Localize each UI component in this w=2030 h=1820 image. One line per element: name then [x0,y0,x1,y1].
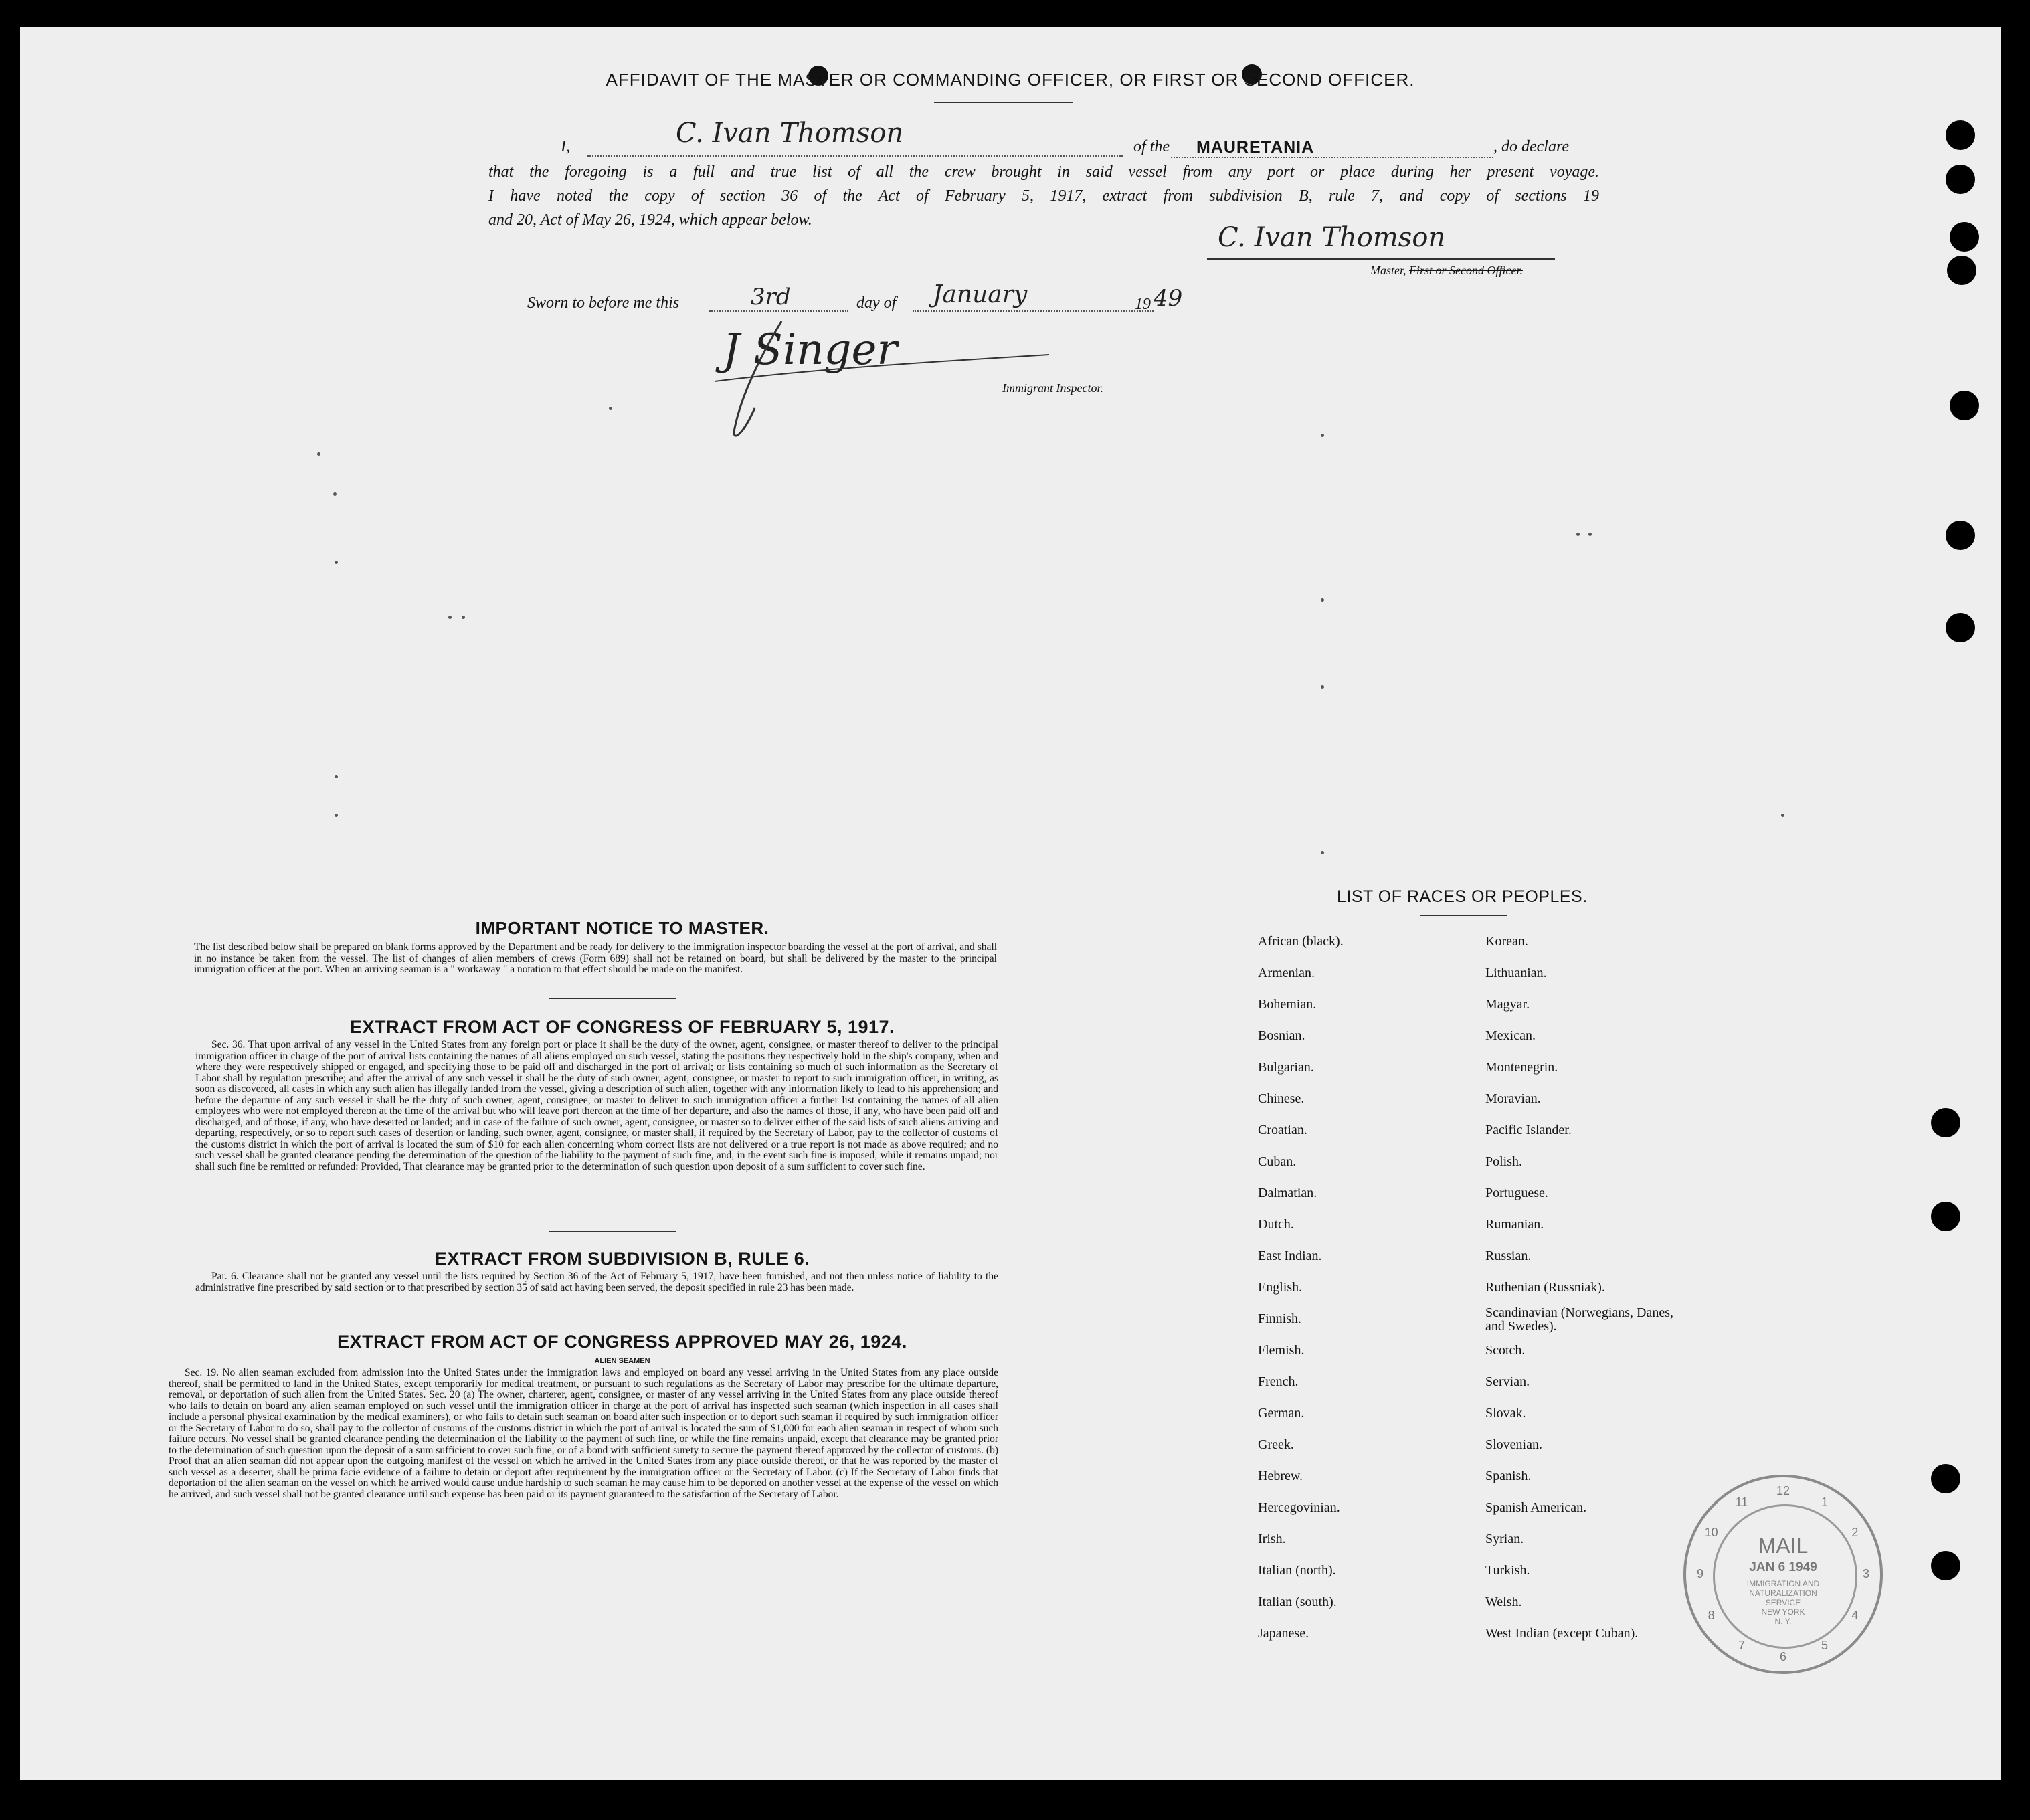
declaration-line-2: that the foregoing is a full and true list of all the crew brought in said vessel from any port or place during her present voyage. [488,163,1599,181]
stamp-line-5: N. Y. [1774,1617,1792,1626]
races-rule [1420,915,1507,916]
race-entry: Servian. [1485,1374,1530,1389]
subdivision-title: EXTRACT FROM SUBDIVISION B, RULE 6. [434,1249,810,1269]
stamp-dial-number: 2 [1851,1526,1859,1539]
paper-speck [1576,533,1580,536]
paper-speck [1588,533,1592,536]
race-entry: Slovak. [1485,1406,1526,1421]
stamp-line-1: IMMIGRATION AND [1746,1579,1820,1588]
stamp-date: JAN 6 1949 [1749,1560,1817,1574]
subdivision-text: Par. 6. Clearance shall not be granted any vessel until the lists required by Section 36 of the Act of February 5, 1917, have been furnished, and not then unless notice of liability to the administrative fine prescribed by said section or to that prescribed by section 35 of said act having been served, the deposit specified in rule 23 has been made. [195,1271,998,1293]
race-entry: Pacific Islander. [1485,1123,1572,1138]
race-entry: Moravian. [1485,1091,1541,1106]
binder-hole [1931,1551,1960,1580]
caption-master: Master, [1370,264,1406,277]
race-entry: Bulgarian. [1258,1060,1314,1075]
stamp-dial-number: 5 [1821,1639,1828,1653]
paper-speck [333,492,337,496]
year-prefix: 19 [1135,296,1151,313]
title-rule [934,102,1073,103]
race-entry: Croatian. [1258,1123,1307,1138]
race-entry: Hercegovinian. [1258,1500,1340,1515]
section-divider [549,998,676,999]
binder-hole [1946,165,1975,194]
binder-hole [1950,222,1979,252]
master-signature: C. Ivan Thomson [1218,222,1446,253]
race-entry: Syrian. [1485,1532,1524,1546]
paper-speck [609,407,612,410]
paper-speck [1781,814,1784,817]
race-entry: Ruthenian (Russniak). [1485,1280,1605,1295]
race-entry: Hebrew. [1258,1469,1303,1483]
extract-1917-title: EXTRACT FROM ACT OF CONGRESS OF FEBRUARY 5, 1917. [349,1017,895,1037]
sworn-day-handwritten: 3rd [751,284,791,310]
race-entry: German. [1258,1406,1305,1421]
stamp-dial-number: 8 [1708,1609,1715,1622]
race-entry: Korean. [1485,934,1528,949]
race-entry: French. [1258,1374,1299,1389]
race-entry: Scotch. [1485,1343,1526,1358]
race-entry: African (black). [1258,934,1344,949]
declaration-prefix: I, [561,138,570,155]
signature-caption [1370,264,1523,278]
race-entry: English. [1258,1280,1303,1295]
paper-speck [1321,598,1324,602]
race-entry: Russian. [1485,1249,1532,1263]
race-entry: Dalmatian. [1258,1186,1317,1200]
stamp-dial-number: 3 [1862,1567,1869,1580]
mail-stamp [1683,1475,1883,1674]
day-of-label: day of [856,294,897,312]
notice-title: IMPORTANT NOTICE TO MASTER. [475,918,769,938]
race-entry: Turkish. [1485,1563,1530,1578]
year-handwritten: 49 [1154,285,1183,312]
race-entry: Dutch. [1258,1217,1294,1232]
stamp-line-2: NATURALIZATION [1749,1588,1817,1598]
race-entry: West Indian (except Cuban). [1485,1626,1639,1641]
extract-1917-text: Sec. 36. That upon arrival of any vessel in the United States from any foreign port or place it shall be the duty of the owner, agent, consignee, or master thereof to deliver to the principal immigration officer in charge of the port of arrival lists containing the names of all aliens employed on such vessel, stating the positions they respectively hold in the ship's company, when and where they were respectively shipped or engaged, and specifying those to be paid off and discharged in the port of arrival; or lists containing so much of such information as the Secretary of Labor shall by regulation prescribe; and after the arrival of any such vessel it shall be the duty of such owner, agent, consignee, or master to report to such immigration officer, in writing, as soon as discovered, all cases in which any such alien has illegally landed from the vessel, giving a description of such alien, together with any information likely to lead to his apprehension; and before the departure of any such vessel it shall be the duty of such owner, agent, consignee, or master to deliver to such immigration officer a further list containing the names of all alien employees who were not employed thereon at the time of the arrival but who will leave port thereon at the time of her departure, and also the names of those, if any, who have been paid off and discharged, and of those, if any, who have deserted or landed; and in case of the failure of such owner, agent, consignee, or master so to deliver either of the said lists of such aliens arriving and departing, respectively, or so to report such cases of desertion or landing, such owner, agent, consignee, or master shall, if required by the Secretary of Labor, pay to the collector of customs of the customs district in which the port of arrival is located the sum of $10 for each alien concerning whom correct lists are not delivered or a true report is not made as above required; and no such vessel shall be granted clearance pending the determination of the question of the liability to the payment of such fine, and, in the event such fine is imposed, while it remains unpaid; nor shall such fine be remitted or refunded: Provided, That clearance may be granted prior to the determination of such question upon deposit of a sum sufficient to cover such fine. [195,1040,998,1172]
stamp-dial-number: 10 [1704,1526,1718,1539]
section-divider [549,1231,676,1232]
month-blank [913,310,1154,312]
document-page [20,27,2001,1780]
paper-speck [335,561,338,564]
day-blank [709,310,848,312]
stamp-dial-number: 12 [1776,1484,1790,1497]
race-entry: Scandinavian (Norwegians, Danes, and Swedes). [1485,1305,1674,1334]
race-entry: Portuguese. [1485,1186,1548,1200]
stamp-dial-number: 11 [1735,1495,1748,1509]
vessel-blank [1171,157,1493,158]
affidavit-title: AFFIDAVIT OF THE MASTER OR COMMANDING OFFICER, OR FIRST OR SECOND OFFICER. [606,70,1415,90]
race-entry: Finnish. [1258,1311,1302,1326]
inspector-signature: J Singer [723,325,897,375]
paper-speck [448,616,452,619]
race-entry: Italian (north). [1258,1563,1336,1578]
paper-speck [1321,434,1324,437]
race-entry: Rumanian. [1485,1217,1544,1232]
race-entry: Italian (south). [1258,1595,1337,1609]
of-the-label: of the [1133,138,1170,155]
race-entry: Armenian. [1258,966,1315,980]
race-entry: Slovenian. [1485,1437,1542,1452]
race-entry: Lithuanian. [1485,966,1547,980]
binder-hole [1947,256,1976,285]
signature-rule [1207,258,1555,260]
binder-hole [1931,1202,1960,1231]
race-entry: Spanish. [1485,1469,1532,1483]
stamp-dial-number: 6 [1779,1650,1786,1663]
paper-speck [1321,685,1324,689]
sworn-month-handwritten: January [933,281,1028,308]
sworn-label: Sworn to before me this [527,294,680,312]
race-entry: Cuban. [1258,1154,1297,1169]
stamp-dial-number: 1 [1821,1495,1828,1509]
race-entry: Montenegrin. [1485,1060,1558,1075]
race-entry: Magyar. [1485,997,1530,1012]
stamp-line-4: NEW YORK [1761,1607,1805,1617]
stamp-dial-number: 7 [1738,1639,1745,1653]
races-title: LIST OF RACES OR PEOPLES. [1337,887,1588,906]
race-entry: Chinese. [1258,1091,1305,1106]
vessel-name: MAURETANIA [1196,138,1315,157]
declaration-line-3: I have noted the copy of section 36 of the Act of February 5, 1917, extract from subdivision B, rule 7, and copy of sections 19 [488,187,1599,205]
race-entry: Welsh. [1485,1595,1522,1609]
race-entry: East Indian. [1258,1249,1322,1263]
race-entry: Polish. [1485,1154,1523,1169]
binder-hole [1946,521,1975,550]
alien-seamen-subtitle: ALIEN SEAMEN [594,1357,650,1365]
paper-speck [1321,851,1324,854]
paper-speck [335,814,338,817]
paper-speck [462,616,465,619]
race-entry: Mexican. [1485,1028,1536,1043]
race-entry: Flemish. [1258,1343,1305,1358]
paper-speck [317,452,320,456]
do-declare-label: , do declare [1493,138,1570,155]
caption-struck-officer: First or Second Officer. [1409,264,1523,277]
race-entry: Spanish American. [1485,1500,1587,1515]
race-entry: Greek. [1258,1437,1294,1452]
inspector-caption: Immigrant Inspector. [1002,381,1103,395]
binder-hole [1931,1108,1960,1138]
paper-speck [335,775,338,778]
stamp-line-3: SERVICE [1765,1598,1801,1607]
extract-1924-text: Sec. 19. No alien seaman excluded from admission into the United States under the immigration laws and employed on board any vessel arriving in the United States from any place outside thereof, shall be permitted to land in the United States, except temporarily for medical treatment, or pursuant to such regulations as the Secretary of Labor may prescribe for the ultimate departure, removal, or deportation of such alien from the United States. Sec. 20 (a) The owner, charterer, agent, consignee, or master of any vessel arriving in the United States from any place outside thereof who fails to detain on board any alien seaman employed on such vessel until the immigration officer in charge at the port of arrival has inspected such seaman (which inspection in all cases shall include a personal physical examination by the medical examiners), or who fails to detain such seaman on board after such inspection or to deport such seaman if required by such immigration officer or the Secretary of Labor to do so, shall pay to the collector of customs of the customs district in which the port of arrival is located the sum of $1,000 for each alien seaman in respect of whom such failure occurs. No vessel shall be granted clearance pending the determination of the liability to the payment of such fine, or while the fine remains unpaid, except that clearance may be granted prior to the determination of such question upon the deposit of a sum sufficient to cover such fine, or of a bond with sufficient surety to secure the payment thereof approved by the collector of customs. (b) Proof that an alien seaman did not appear upon the outgoing manifest of the vessel on which he arrived in the United States from any place outside thereof, or that he was reported by the master of such vessel as a deserter, shall be prima facie evidence of a failure to detain or deport after requirement by the immigration officer or the Secretary of Labor. (c) If the Secretary of Labor finds that deportation of the alien seaman on the vessel on which he arrived would cause undue hardship to such seaman he may cause him to be deported on another vessel at the expense of the vessel on which he arrived, and such vessel shall not be granted clearance until such expense has been paid or its payment guaranteed to the satisfaction of the Secretary of Labor. [169,1368,998,1500]
notice-text: The list described below shall be prepared on blank forms approved by the Department and be ready for delivery to the immigration inspector boarding the vessel at the port of arrival, and shall in no instance be taken from the vessel. The list of changes of alien members of crews (Form 689) shall not be retained on board, but shall be delivered by the master to the principal immigration officer at the port. When an arriving seaman is a " workaway " a notation to that effect should be made on the manifest. [194,942,997,975]
binder-hole [1946,613,1975,642]
declaration-line-4: and 20, Act of May 26, 1924, which appear below. [488,211,812,229]
stamp-dial-number: 9 [1696,1567,1703,1580]
race-entry: Bohemian. [1258,997,1317,1012]
binder-hole [1946,120,1975,150]
name-blank [587,155,1123,157]
stamp-mail: MAIL [1758,1534,1809,1558]
extract-1924-title: EXTRACT FROM ACT OF CONGRESS APPROVED MAY 26, 1924. [337,1332,907,1352]
race-entry: Irish. [1258,1532,1286,1546]
stamp-dial-number: 4 [1851,1609,1859,1622]
master-name-handwritten: C. Ivan Thomson [676,118,904,149]
race-entry: Bosnian. [1258,1028,1305,1043]
binder-hole [1950,391,1979,420]
binder-hole [1931,1464,1960,1493]
race-entry: Japanese. [1258,1626,1309,1641]
